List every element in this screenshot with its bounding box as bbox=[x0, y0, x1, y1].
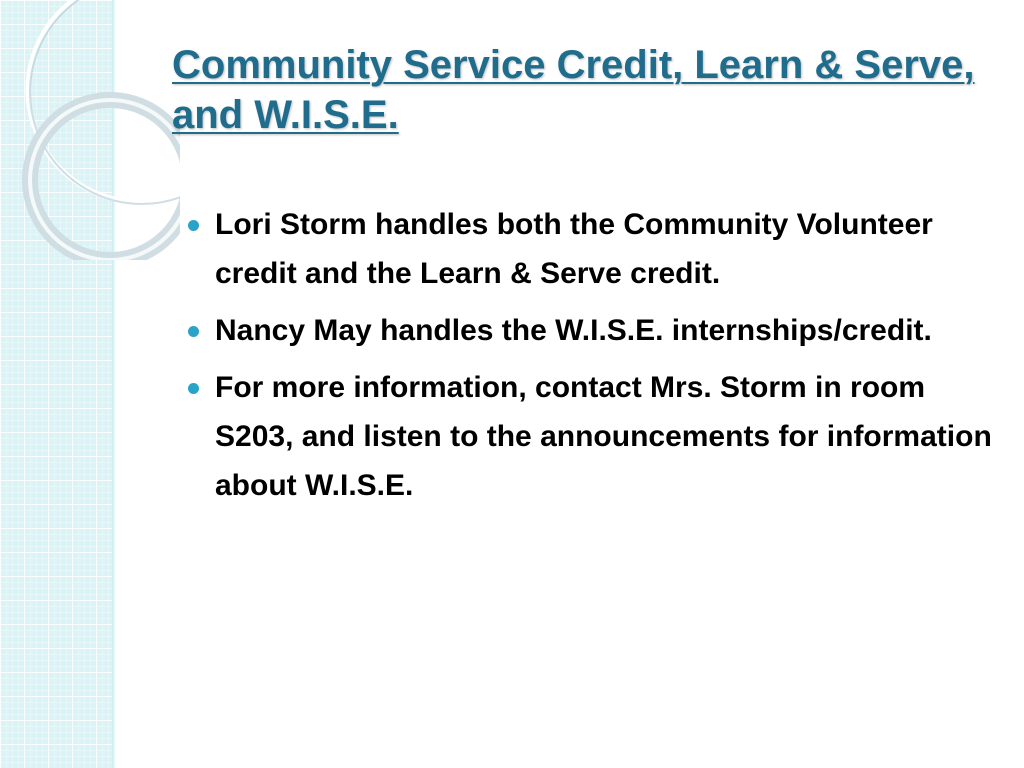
bullet-text: For more information, contact Mrs. Storm in room S203, and listen to the announcements for information about W.I.S.E. bbox=[215, 371, 992, 502]
decorative-rings bbox=[0, 0, 180, 260]
bullet-text: Lori Storm handles both the Community Volunteer credit and the Learn & Serve credit. bbox=[215, 208, 933, 290]
list-item bbox=[185, 306, 995, 355]
bullet-dot-icon bbox=[188, 326, 199, 337]
bullet-text: Nancy May handles the W.I.S.E. internships/credit. bbox=[215, 314, 932, 347]
slide-title: Community Service Credit, Learn & Serve, and W.I.S.E. bbox=[172, 43, 975, 137]
bullet-dot-icon bbox=[188, 383, 199, 394]
bullet-list bbox=[185, 200, 995, 518]
list-item bbox=[185, 200, 995, 298]
list-item bbox=[185, 363, 995, 510]
bullet-dot-icon bbox=[188, 220, 199, 231]
